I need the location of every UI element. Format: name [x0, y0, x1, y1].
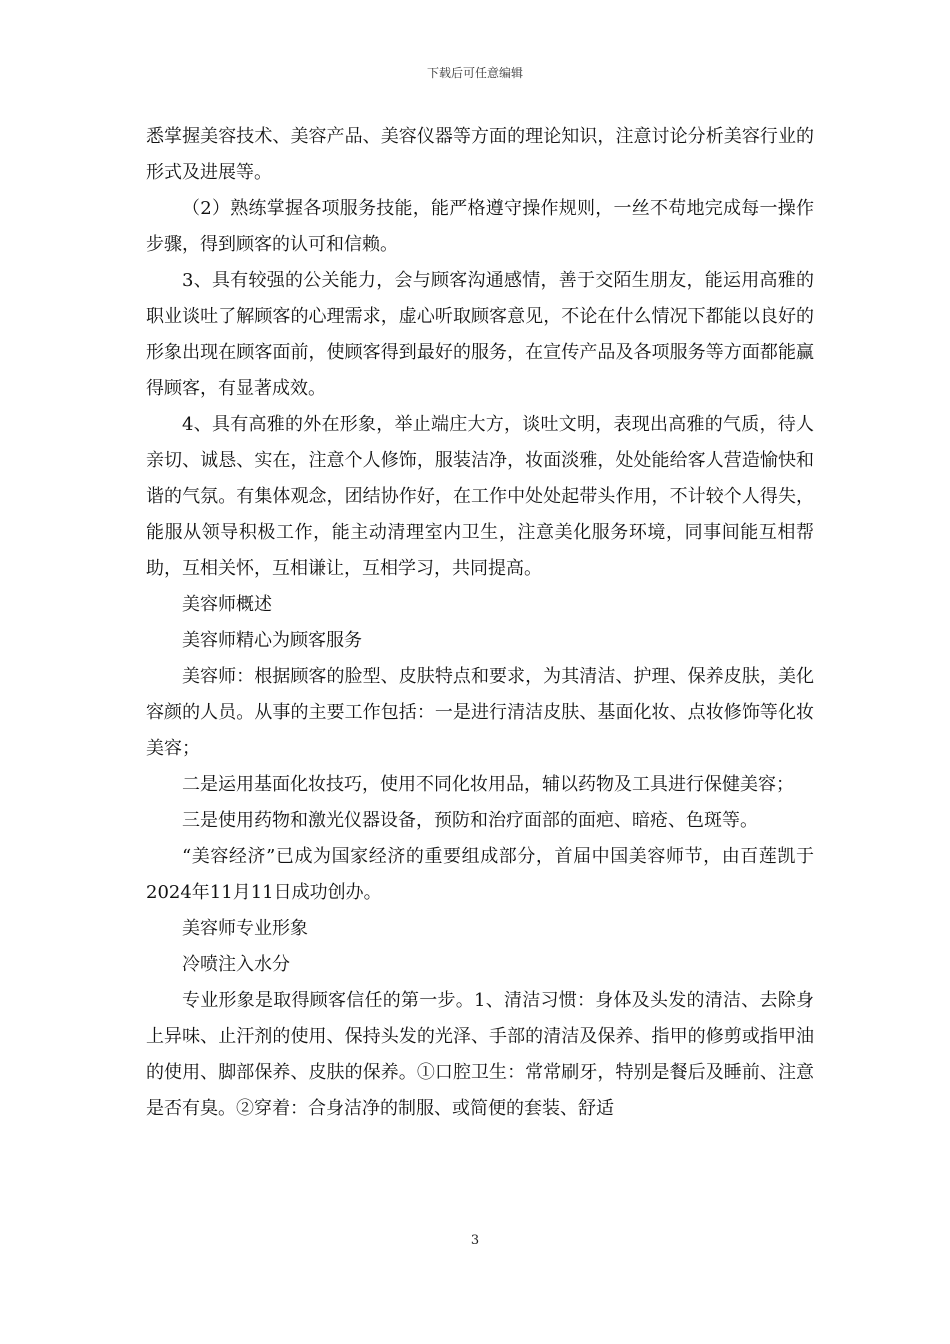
paragraph-professional-image: 专业形象是取得顾客信任的第一步。1、清洁习惯：身体及头发的清洁、去除身上异味、止汗剂的使用、保持头发的光泽、手部的清洁及保养、指甲的修剪或指甲油的使用、脚部保养、皮肤的保养。①口腔卫生：常常刷牙，特别是餐后及睡前、注意是否有臭。②穿着：合身洁净的制服、或简便的套装、舒适	[146, 990, 814, 1119]
caption-service: 美容师精心为顾客服务	[182, 630, 362, 651]
page-number: 3	[470, 1233, 480, 1248]
paragraph-second-duty: 二是运用基面化妆技巧，使用不同化妆用品，辅以药物及工具进行保健美容；	[182, 774, 794, 795]
caption-cold-spray: 冷喷注入水分	[182, 954, 290, 975]
paragraph-public-relations: 3、具有较强的公关能力，会与顾客沟通感情，善于交陌生朋友，能运用高雅的职业谈吐了解顾客的心理需求，虚心听取顾客意见，不论在什么情况下都能以良好的形象出现在顾客面前，使顾客得到最好的服务，在宣传产品及各项服务等方面都能赢得顾客，有显著成效。	[146, 270, 814, 399]
page-header: 下载后可任意编辑	[426, 66, 523, 80]
paragraph-service-skills: （2）熟练掌握各项服务技能，能严格遵守操作规则，一丝不苟地完成每一操作步骤，得到顾客的认可和信赖。	[146, 198, 814, 255]
paragraph-beauty-economy: “美容经济”已成为国家经济的重要组成部分，首届中国美容师节，由百莲凯于2024年11月11日成功创办。	[146, 846, 814, 903]
section-heading-professional-image: 美容师专业形象	[182, 918, 308, 939]
paragraph-continuation: 悉掌握美容技术、美容产品、美容仪器等方面的理论知识，注意讨论分析美容行业的形式及进展等。	[146, 126, 814, 183]
paragraph-definition: 美容师：根据顾客的脸型、皮肤特点和要求，为其清洁、护理、保养皮肤，美化容颜的人员。从事的主要工作包括：一是进行清洁皮肤、基面化妆、点妆修饰等化妆美容；	[146, 666, 814, 759]
document-body	[146, 119, 814, 1127]
paragraph-third-duty: 三是使用药物和激光仪器设备，预防和治疗面部的面疤、暗疮、色斑等。	[182, 810, 758, 831]
section-heading-overview: 美容师概述	[182, 594, 272, 615]
paragraph-appearance: 4、具有高雅的外在形象，举止端庄大方，谈吐文明，表现出高雅的气质，待人亲切、诚恳、实在，注意个人修饰，服装洁净，妆面淡雅，处处能给客人营造愉快和谐的气氛。有集体观念，团结协作好，在工作中处处起带头作用，不计较个人得失，能服从领导积极工作，能主动清理室内卫生，注意美化服务环境，同事间能互相帮助，互相关怀，互相谦让，互相学习，共同提高。	[146, 414, 814, 579]
